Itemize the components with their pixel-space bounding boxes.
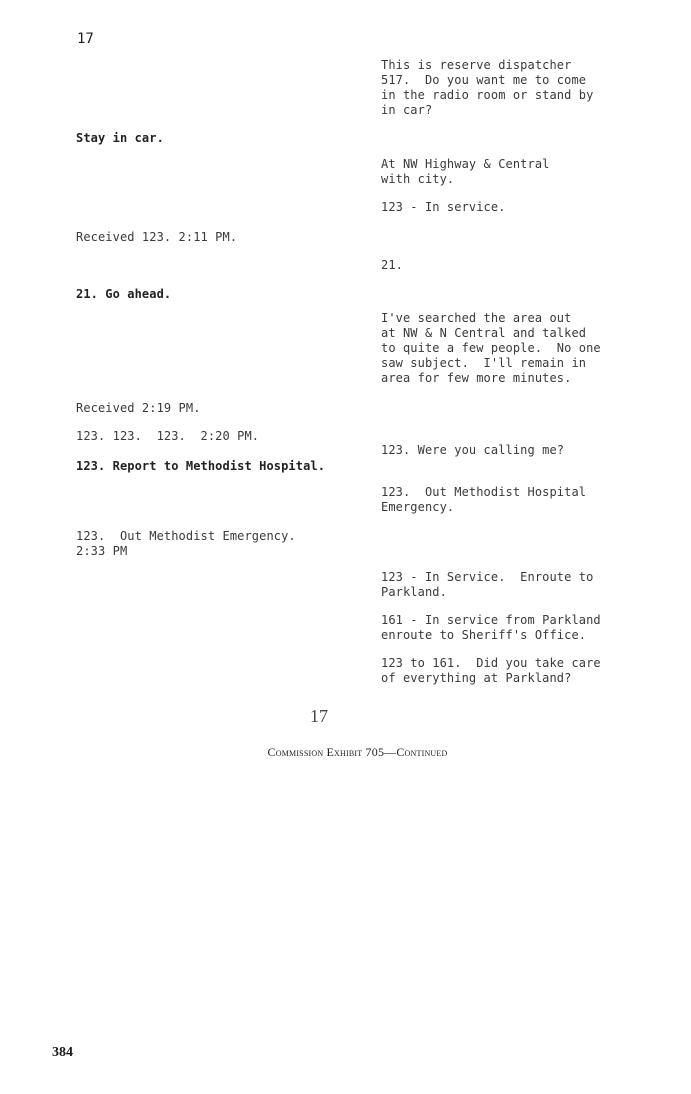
center-page-mark: 17 (310, 706, 328, 726)
transcript-entry-right-4: 21. (381, 258, 403, 272)
transcript-entry-right-3: 123 - In service. (381, 200, 506, 214)
transcript-entry-left-2: Received 123. 2:11 PM. (76, 230, 238, 244)
exhibit-caption: Commission Exhibit 705—Continued (267, 745, 448, 759)
transcript-entry-right-9: 161 - In service from Parkland enroute to Sheriff's Office. (381, 613, 601, 642)
transcript-entry-left-1: Stay in car. (76, 131, 164, 145)
transcript-entry-right-2: At NW Highway & Central with city. (381, 157, 550, 186)
transcript-entry-right-1: This is reserve dispatcher 517. Do you want me to come in the radio room or stand by in car? (381, 58, 594, 117)
transcript-entry-right-5: I've searched the area out at NW & N Central and talked to quite a few people. No one saw subject. I'll remain in area for few more minutes. (381, 311, 601, 385)
transcript-entry-right-8: 123 - In Service. Enroute to Parkland. (381, 570, 594, 599)
top-page-mark: 17 (77, 31, 94, 47)
transcript-entry-right-10: 123 to 161. Did you take care of everything at Parkland? (381, 656, 601, 685)
transcript-entry-left-3: 21. Go ahead. (76, 287, 172, 301)
transcript-entry-right-6: 123. Were you calling me? (381, 443, 565, 457)
transcript-entry-left-4: Received 2:19 PM. (76, 401, 201, 415)
page-number: 384 (52, 1045, 73, 1060)
transcript-entry-left-7: 123. Out Methodist Emergency. 2:33 PM (76, 529, 296, 558)
transcript-entry-left-6: 123. Report to Methodist Hospital. (76, 459, 326, 473)
transcript-entry-left-5: 123. 123. 123. 2:20 PM. (76, 429, 260, 443)
transcript-entry-right-7: 123. Out Methodist Hospital Emergency. (381, 485, 587, 514)
